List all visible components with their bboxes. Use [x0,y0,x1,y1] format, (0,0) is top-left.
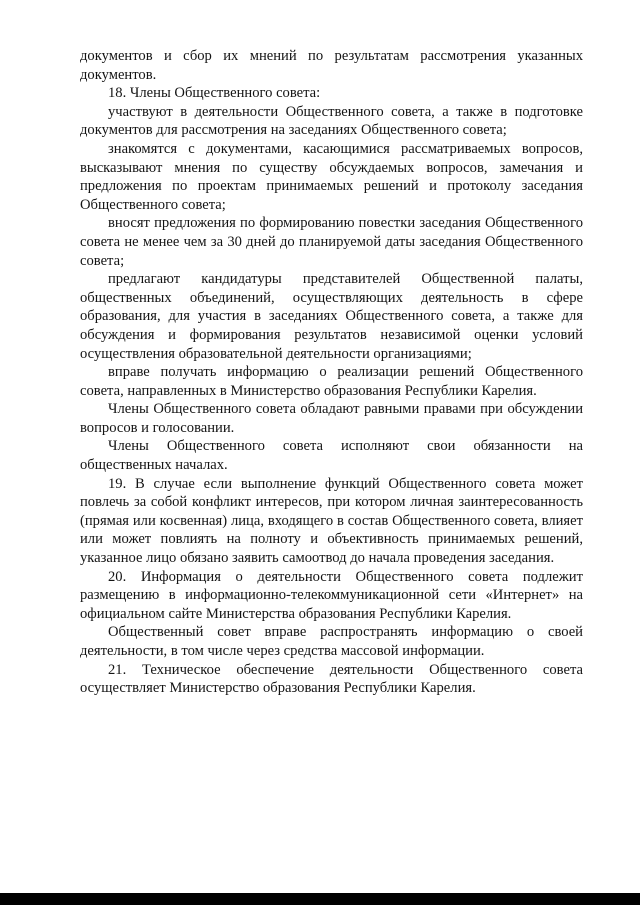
paragraph-item-21-support: 21. Техническое обеспечение деятельности Общественного совета осуществляет Министерство образования Республики Карелия. [80,661,583,697]
scan-edge-bar [0,893,640,905]
paragraph-continuation: документов и сбор их мнений по результатам рассмотрения указанных документов. [80,48,583,83]
paragraph-voluntary-basis: Члены Общественного совета исполняют свои обязанности на общественных началах. [80,438,583,474]
paragraph-nominate-candidates: предлагают кандидатуры представителей Общественной палаты, общественных объединений, осуществляющих деятельность в сфере образования, для участия в заседаниях Общественного совета, а также для обсуждения и формирования результатов независимой оценки условий осуществления образовательной деятельности организациями; [80,271,583,362]
paragraph-equal-rights: Члены Общественного совета обладают равными правами при обсуждении вопросов и голосовании. [80,401,583,436]
paragraph-agenda-proposals: вносят предложения по формированию повестки заседания Общественного совета не менее чем за 30 дней до планируемой даты заседания Общественного совета; [80,215,583,269]
paragraph-item-20-publication: 20. Информация о деятельности Общественного совета подлежит размещению в информационно-телекоммуникационной сети «Интернет» на официальном сайте Министерства образования Республики Карелия. [80,568,583,622]
paragraph-participate: участвуют в деятельности Общественного совета, а также в подготовке документов для рассмотрения на заседаниях Общественного совета; [80,103,583,139]
paragraph-receive-information: вправе получать информацию о реализации решений Общественного совета, направленных в Министерство образования Республики Карелия. [80,364,583,399]
paragraph-item-18-heading: 18. Члены Общественного совета: [108,85,321,102]
document-body [80,47,583,698]
paragraph-review-documents: знакомятся с документами, касающимися рассматриваемых вопросов, высказывают мнения по существу обсуждаемых вопросов, замечания и предложения по проектам принимаемых решений и протоколу заседания Общественного совета; [80,140,583,213]
paragraph-media-distribution: Общественный совет вправе распространять информацию о своей деятельности, в том числе через средства массовой информации. [80,624,583,659]
paragraph-item-19-conflict: 19. В случае если выполнение функций Общественного совета может повлечь за собой конфликт интересов, при котором личная заинтересованность (прямая или косвенная) лица, входящего в состав Общественного совета, влияет или может повлиять на полноту и объективность принимаемых решений, указанное лицо обязано заявить самоотвод до начала проведения заседания. [80,475,583,567]
